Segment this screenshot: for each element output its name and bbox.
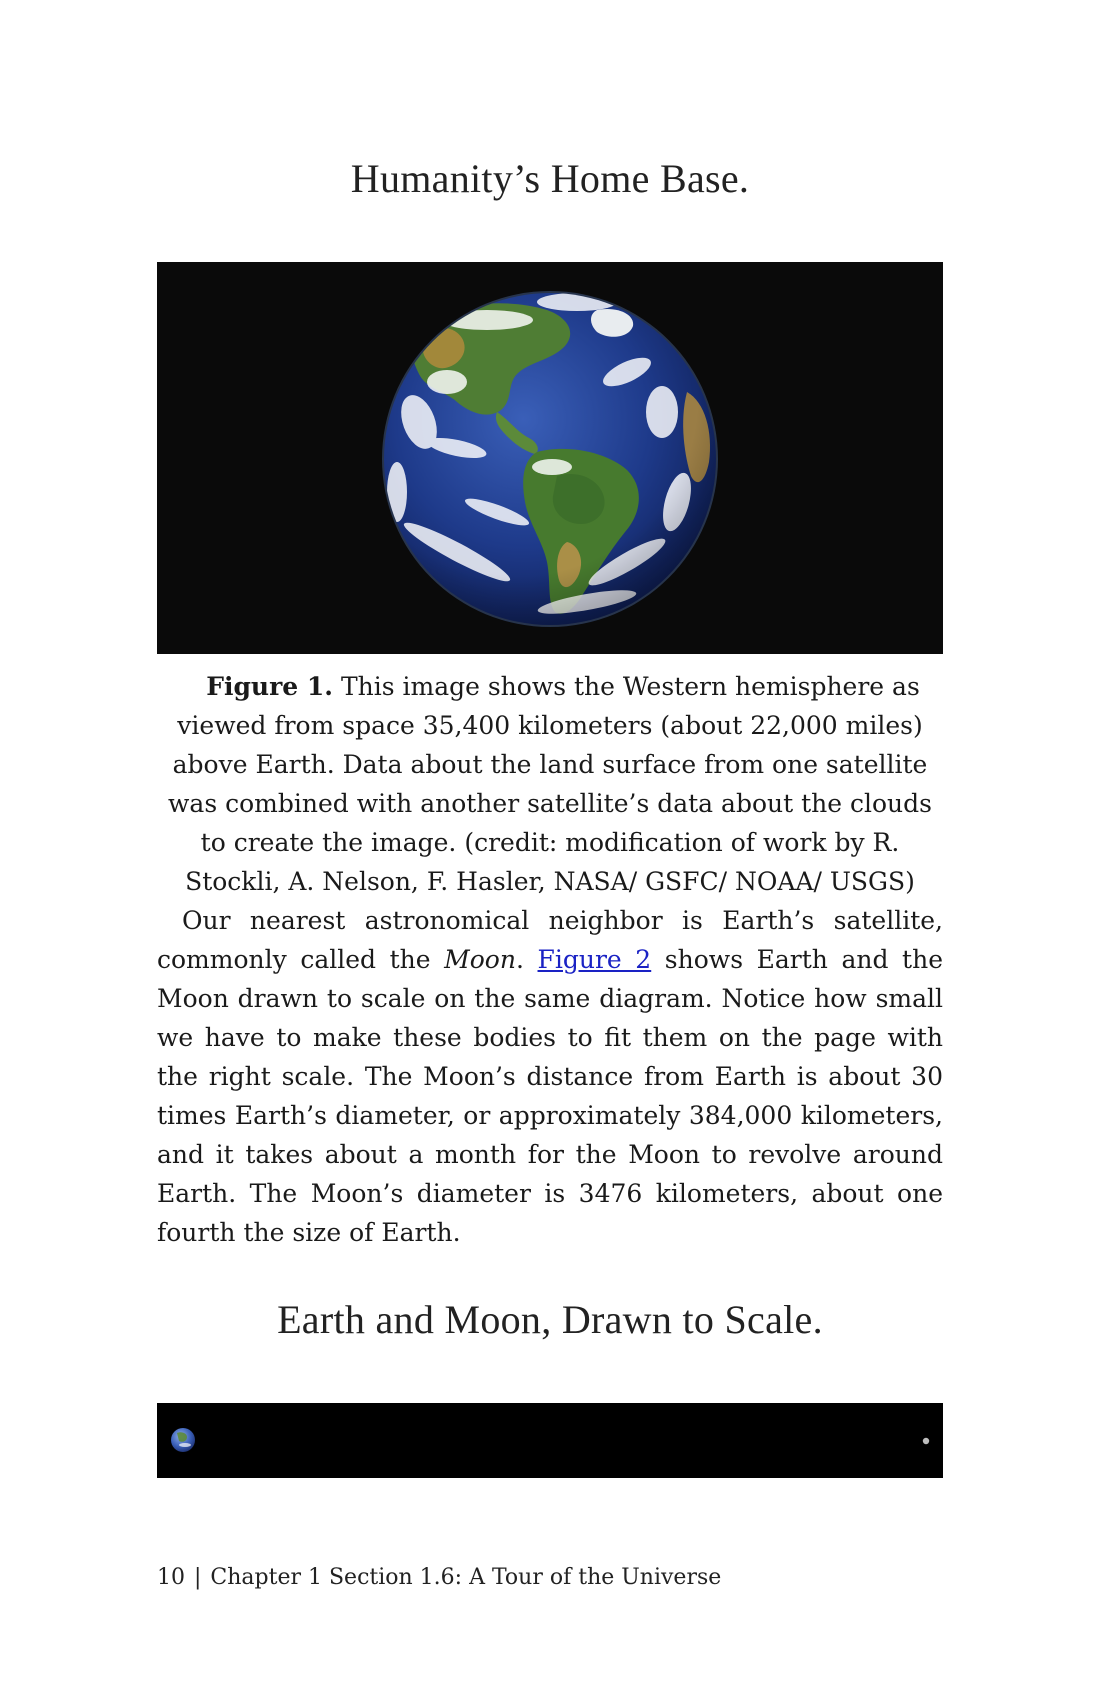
figure-1-label: Figure 1. [206, 672, 333, 701]
page-number: 10 [157, 1565, 185, 1590]
figure-1-caption-text: This image shows the Western hemisphere as viewed from space 35,400 kilometers (about 22,000 miles) above Earth. Data about the land surface from one satellite was combined with another satellite’s data about the clouds to create the image. (credit: modification of work by R. Stockli, A. Nelson, F. Hasler, NASA/ GSFC/ NOAA/ USGS) [168, 672, 932, 896]
small-moon [923, 1438, 929, 1444]
footer-separator: | [194, 1565, 202, 1590]
body-paragraph [157, 901, 943, 1252]
earth-image [157, 262, 943, 654]
body-text-main: shows Earth and the Moon drawn to scale on the same diagram. Notice how small we have to make these bodies to fit them on the page with the right scale. The Moon’s distance from Earth is about 30 times Earth’s diameter, or approximately 384,000 kilometers, and it takes about a month for the Moon to revolve around Earth. The Moon’s diameter is 3476 kilometers, about one fourth the size of Earth. [157, 945, 944, 1247]
footer-section-title: Chapter 1 Section 1.6: A Tour of the Universe [210, 1565, 722, 1590]
figure-2-link[interactable]: Figure 2 [537, 945, 652, 974]
figure-1-caption [157, 667, 943, 901]
small-earth [171, 1428, 195, 1452]
body-text-punct: . [515, 945, 538, 974]
page-footer [157, 1565, 721, 1590]
earth-illustration [157, 262, 943, 654]
moon-term: Moon [444, 945, 516, 974]
body-text-intro: Our nearest astronomical neighbor is Earth’s satellite, commonly called the [157, 906, 943, 974]
figure-1-heading: Humanity’s Home Base. [350, 156, 750, 201]
earth-moon-scale-image [157, 1403, 943, 1478]
earth-moon-scale-illustration [157, 1403, 943, 1478]
figure-2-heading: Earth and Moon, Drawn to Scale. [277, 1297, 823, 1342]
